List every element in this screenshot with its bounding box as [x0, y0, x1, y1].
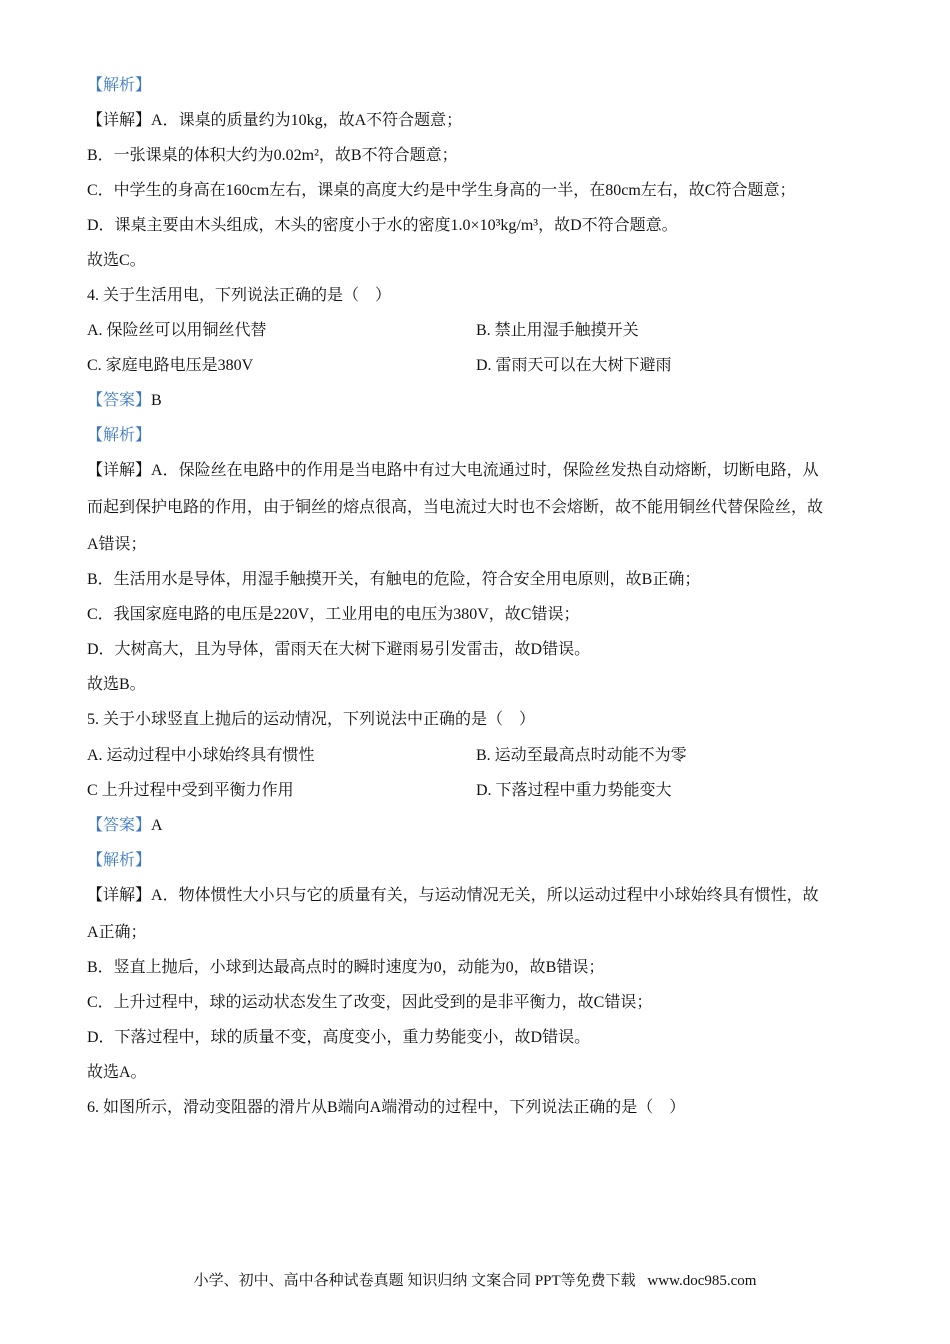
q5-conclusion: 故选A。 — [87, 1064, 147, 1081]
answer-tag: 【答案】 — [87, 392, 152, 409]
q5-answer — [87, 816, 163, 836]
q3-detail-line: B．一张课桌的体积大约为0.02m²，故B不符合题意； — [87, 147, 458, 164]
q5-detail-line: D．下落过程中，球的质量不变，高度变小，重力势能变小，故D错误。 — [87, 1029, 591, 1046]
q5-option-d: D. 下落过程中重力势能变大 — [476, 782, 672, 799]
detail-text: A．保险丝在电路中的作用是当电路中有过大电流通过时，保险丝发热自动熔断，切断电路，从 — [151, 462, 819, 479]
detail-tag: 【详解】 — [87, 887, 152, 904]
q5-detail-line: B．竖直上抛后，小球到达最高点时的瞬时速度为0，动能为0，故B错误； — [87, 959, 605, 976]
q4-conclusion: 故选B。 — [87, 676, 146, 693]
q3-detail-line: D．课桌主要由木头组成，木头的密度小于水的密度1.0×10³kg/m³，故D不符合题意。 — [87, 217, 678, 234]
q4-option-d: D. 雷雨天可以在大树下避雨 — [476, 357, 672, 374]
q4-detail-line: A错误； — [87, 536, 147, 553]
detail-text: A．物体惯性大小只与它的质量有关，与运动情况无关，所以运动过程中小球始终具有惯性，故 — [151, 887, 819, 904]
page-footer — [0, 1269, 950, 1290]
q5-option-c: C 上升过程中受到平衡力作用 — [87, 782, 294, 799]
q6-question: 6. 如图所示，滑动变阻器的滑片从B端向A端滑动的过程中，下列说法正确的是（ ） — [87, 1099, 686, 1116]
answer-value: A — [151, 817, 163, 834]
detail-tag: 【详解】 — [87, 112, 152, 129]
q5-option-b: B. 运动至最高点时动能不为零 — [476, 747, 687, 764]
q4-option-a: A. 保险丝可以用铜丝代替 — [87, 322, 267, 339]
answer-value: B — [151, 392, 162, 409]
q4-option-c: C. 家庭电路电压是380V — [87, 357, 254, 374]
q4-detail-line: C．我国家庭电路的电压是220V，工业用电的电压为380V，故C错误； — [87, 606, 580, 623]
q5-analysis-tag: 【解析】 — [87, 852, 152, 869]
q4-option-b: B. 禁止用湿手触摸开关 — [476, 322, 639, 339]
q5-detail-line — [87, 886, 819, 906]
q3-analysis-tag: 【解析】 — [87, 77, 152, 94]
q3-detail-line — [87, 111, 462, 131]
q4-analysis-tag: 【解析】 — [87, 427, 152, 444]
q4-answer — [87, 391, 162, 411]
q5-question: 5. 关于小球竖直上抛后的运动情况，下列说法中正确的是（ ） — [87, 711, 536, 728]
q3-conclusion: 故选C。 — [87, 252, 146, 269]
q4-detail-line: D．大树高大，且为导体，雷雨天在大树下避雨易引发雷击，故D错误。 — [87, 641, 591, 658]
q5-detail-line: A正确； — [87, 924, 147, 941]
q3-detail-line: C．中学生的身高在160cm左右，课桌的高度大约是中学生身高的一半，在80cm左右，故C符合题意； — [87, 182, 796, 199]
footer-text: 小学、初中、高中各种试卷真题 知识归纳 文案合同 PPT等免费下载 — [193, 1273, 636, 1289]
q4-detail-line — [87, 461, 819, 481]
footer-url[interactable]: www.doc985.com — [647, 1273, 757, 1289]
detail-tag: 【详解】 — [87, 462, 152, 479]
q5-detail-line: C．上升过程中，球的运动状态发生了改变，因此受到的是非平衡力，故C错误； — [87, 994, 653, 1011]
q4-detail-line: B．生活用水是导体，用湿手触摸开关，有触电的危险，符合安全用电原则，故B正确； — [87, 571, 701, 588]
q5-option-a: A. 运动过程中小球始终具有惯性 — [87, 747, 315, 764]
answer-tag: 【答案】 — [87, 817, 152, 834]
detail-text: A．课桌的质量约为10kg，故A不符合题意； — [151, 112, 463, 129]
q4-detail-line: 而起到保护电路的作用，由于铜丝的熔点很高，当电流过大时也不会熔断，故不能用铜丝代替保险丝，故 — [87, 499, 824, 516]
q4-question: 4. 关于生活用电，下列说法正确的是（ ） — [87, 287, 392, 304]
